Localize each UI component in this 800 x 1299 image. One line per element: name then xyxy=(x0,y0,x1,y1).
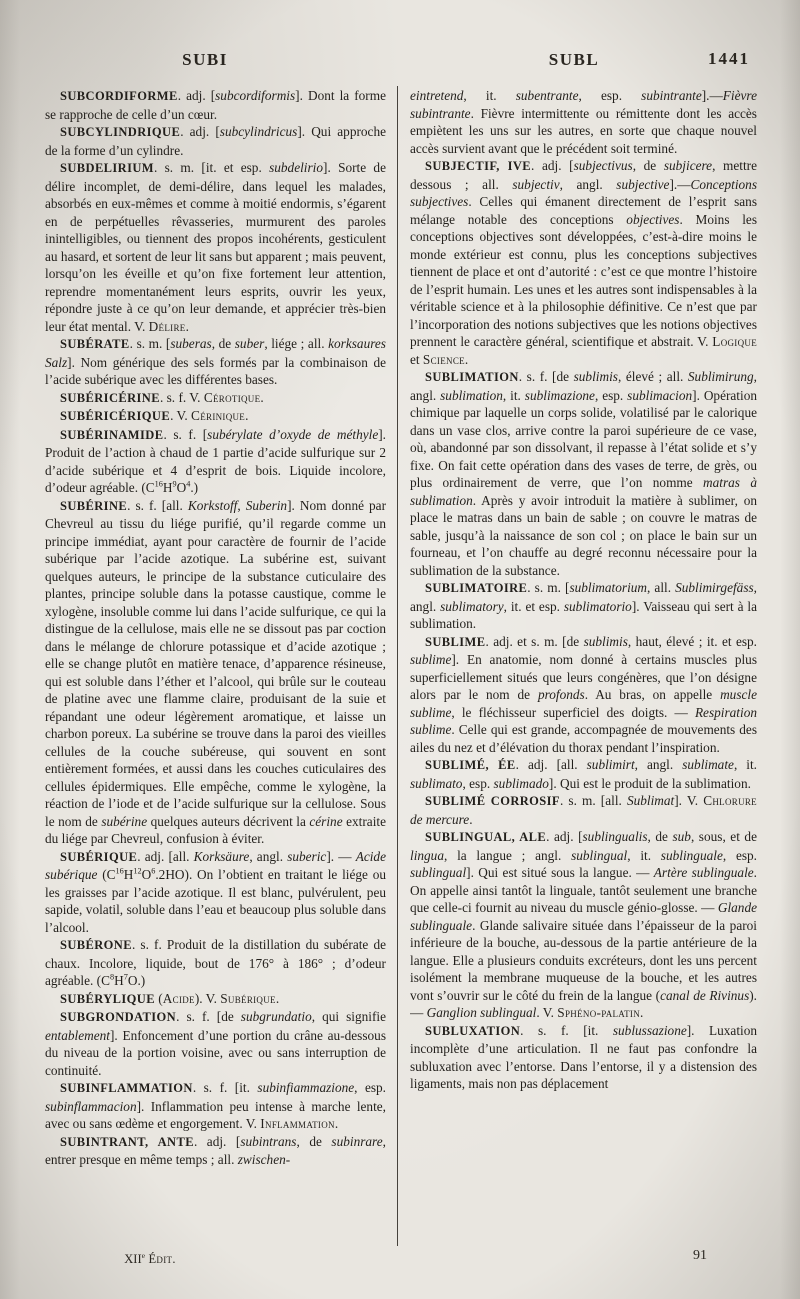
dictionary-entry: SUBÉRINE. s. f. [all. Korkstoff, Suberin]. Nom donné par Chevreul au tissu du liége purifié, qu’il regarde comme un principe immédiat, ayant pour caractère de fournir de l’acide subérique par l’acide azotique. La subérine est, suivant quelques auteurs, le principe de la substance cuticulaire des plantes, principe soluble dans la potasse caustique, comme le xylogène, insoluble comme lui dans l’acide sulfurique, ce qui la distingue de la cellulose, mais elle ne se dissout pas par coction dans le mélange de chlorure potassique et d’acide azotique ; elle se change plutôt en matière tenace, d’apparence résineuse, qui est soluble dans l’éther et l’alcool, qui brûle sur le couteau de platine avec une flamme claire, produisant de la suie et répandant une odeur légèrement aromatique, et laisse un charbon poreux. La subérine se trouve dans la paroi des vieilles cellules de la couche subéreuse, qui souvent en sont entièrement formées, et aussi dans les couches cuticulaires des cellules épidermiques. Elle empêche, comme le xylogène, la réaction de l’iode et de l’acide sulfurique sur la cellulose. Sous le nom de subérine quelques auteurs décrivent la cérine extraite du liége par Chevreul, confusion à éviter. xyxy=(45,497,386,846)
dictionary-entry: SUBLINGUAL, ALE. adj. [sublingualis, de sub, sous, et de lingua, la langue ; angl. sublingual, it. sublinguale, esp. sublingual]. Qui est situé sous la langue. — Artère sublinguale. On appelle ainsi tantôt la linguale, tantôt seulement une branche que celle-ci fournit au niveau du muscle génio-glosse. — Glande sublinguale. Glande salivaire située dans l’épaisseur de la paroi inférieure de la bouche, au-dessous de la partie antérieure de la langue. Elle a plusieurs conduits excréteurs, dont les uns percent isolément la membrane muqueuse de la bouche, et les autres vont s’ouvrir sur le côté du frein de la langue (canal de Rivinus).— Ganglion sublingual. V. Sphéno-palatin. xyxy=(410,829,757,1020)
dictionary-entry: SUBLIME. adj. et s. m. [de sublimis, haut, élevé ; it. et esp. sublime]. En anatomie, nom donné à certains muscles plus superficiellement situés que leurs congénères, que l’on désigne alors par le nom de profonds. Au bras, on appelle muscle sublime, le fléchisseur superficiel des doigts. — Respiration sublime. Celle qui est grande, accompagnée de mouvements des ailes du nez et d’élévation du thorax pendant l’inspiration. xyxy=(410,633,757,755)
dictionary-entry: SUBJECTIF, IVE. adj. [subjectivus, de subjicere, mettre dessous ; all. subjectiv, angl. subjective].—Conceptions subjectives. Celles qui émanent directement de l’esprit sans mélange notable des conceptions objectives. Moins les conceptions objectives sont développées, c’est-à-dire moins le monde extérieur est connu, plus les conceptions subjectives tiennent de place et ont d’autorité : c’est ce que montre l’histoire de l’esprit humain. Les unes et les autres sont indispensables à la véritable science et à la philosophie définitive. Ce n’est que par l’incorporation des notions subjectives que les notions objectives prennent le caractère général, scientifique et abstrait. V. Logique et Science. xyxy=(410,158,757,367)
dictionary-entry: SUBÉRYLIQUE (Acide). V. Subérique. xyxy=(60,990,280,1006)
dictionary-entry: SUBÉRIQUE. adj. [all. Korksäure, angl. suberic]. — Acide subérique $(C^{16}H^{12}O^6.2HO)$. On l’obtient en traitant le liége ou les graisses par l’acide azotique. Il est blanc, pulvérulent, peu sapide, volatil, soluble dans l’eau et beaucoup plus soluble dans l’alcool. xyxy=(45,848,386,935)
dictionary-entry: SUBDELIRIUM. s. m. [it. et esp. subdelirio]. Sorte de délire incomplet, de demi-délire, dans lequel les malades, absorbés en eux-mêmes et comme à moitié endormis, s’égarent en de perpétuelles rêvasseries, murmurent des paroles inintelligibles, ou tiennent des propos incohérents, gesticulent au hasard, et sortent de leur lit sans but apparent ; mais peuvent, lorsqu’on les éveille et qu’on fixe fortement leur attention, reprendre momentanément leurs esprits, ouvrir les yeux, répondre juste à ce qu’on leur demande, et apprécier très-bien leur état mental. V. Délire. xyxy=(45,160,386,334)
dictionary-entry: SUBÉRINAMIDE. s. f. [subérylate d’oxyde de méthyle]. Produit de l’action à chaud de 1 partie d’acide sulfurique sur 2 d’acide subérique et 4 d’esprit de bois. Liquide incolore, d’odeur agréable. $(C^{16}H^9O^4.)$ xyxy=(45,426,386,495)
dictionary-entry: SUBINTRANT, ANTE. adj. [subintrans, de subinrare, entrer presque en même temps ; all. zwischen- xyxy=(45,1133,386,1167)
dictionary-entry: SUBLIMATION. s. f. [de sublimis, élevé ; all. Sublimirung, angl. sublimation, it. sublimazione, esp. sublimacion]. Opération chimique par laquelle un corps solide, volatilisé par le calorique dans un vase clos, arrive contre la paroi supérieure de ce vase, où, abandonné par son dissolvant, il repasse à l’état solide et s’y fixe. On fait cette opération dans des vases de terre, de grès, ou plus ordinairement de verre, que l’on nomme matras à sublimation. Après y avoir introduit la matière à sublimer, on place le matras dans un bain de sable ; on couvre le matras de sable, jusqu’à la naissance de son col ; on place le bain sur un fourneau, et l’on chauffe au degré reconnu nécessaire pour la sublimation de la substance. xyxy=(410,369,757,578)
dictionary-entry: SUBCORDIFORME. adj. [subcordiformis]. Dont la forme se rapproche de celle d’un cœur. xyxy=(45,88,386,122)
dictionary-entry: SUBLIMÉ CORROSIF. s. m. [all. Sublimat]. V. Chlorure de mercure. xyxy=(410,793,757,827)
right-column xyxy=(410,87,757,1247)
dictionary-entry: SUBGRONDATION. s. f. [de subgrundatio, qui signifie entablement]. Enfoncement d’une portion du crâne au-dessous du niveau de la portion voisine, avec ou sans interruption de continuité. xyxy=(45,1009,386,1078)
dictionary-entry: SUBÉRONE. s. f. Produit de la distillation du subérate de chaux. Incolore, liquide, bout de 176° à 186° ; d’odeur agréable. $(C^8H^7O.)$ xyxy=(45,937,386,988)
left-column xyxy=(45,87,386,1247)
dictionary-entry: SUBLUXATION. s. f. [it. sublussazione]. Luxation incomplète d’une articulation. Il ne faut pas confondre la subluxation avec l’entorse. Dans l’entorse, il y a distension des ligaments, mais non pas déplacement xyxy=(410,1022,757,1091)
footer-signature: 91 xyxy=(693,1248,707,1263)
footer-edition xyxy=(60,1252,240,1267)
dictionary-entry: SUBINFLAMMATION. s. f. [it. subinfiammazione, esp. subinflammacion]. Inflammation peu intense à marche lente, avec ou sans œdème et engorgement. V. Inflammation. xyxy=(45,1080,386,1131)
dictionary-entry: XIIe Édit. xyxy=(124,1250,176,1266)
dictionary-entry: eintretend, it. subentrante, esp. subintrante].—Fièvre subintrante. Fièvre intermittente ou rémittente dont les accès empiètent les uns sur les autres, en sorte que chaque nouvel accès survient avant que le précédent soit terminé. xyxy=(410,88,757,156)
page-number: 1441 xyxy=(708,49,750,68)
dictionary-entry: SUBLIMÉ, ÉE. adj. [all. sublimirt, angl. sublimate, it. sublimato, esp. sublimado]. Qui est le produit de la sublimation. xyxy=(410,757,757,791)
running-title-right: SUBL xyxy=(548,50,600,69)
dictionary-entry: SUBCYLINDRIQUE. adj. [subcylindricus]. Qui approche de la forme d’un cylindre. xyxy=(45,124,386,158)
column-divider xyxy=(397,86,398,1246)
running-title-left: SUBI xyxy=(182,50,228,69)
dictionary-entry: SUBÉRICÉRINE. s. f. V. Cérotique. xyxy=(60,389,264,405)
dictionary-entry: SUBLIMATOIRE. s. m. [sublimatorium, all. Sublimirgefäss, angl. sublimatory, it. et esp. sublimatorio]. Vaisseau qui sert à la sublimation. xyxy=(410,580,757,631)
dictionary-entry: SUBÉRATE. s. m. [suberas, de suber, liége ; all. korksaures Salz]. Nom générique des sels formés par la combinaison de l’acide subérique avec les différentes bases. xyxy=(45,336,386,387)
dictionary-entry: SUBÉRICÉRIQUE. V. Cérinique. xyxy=(60,408,249,423)
